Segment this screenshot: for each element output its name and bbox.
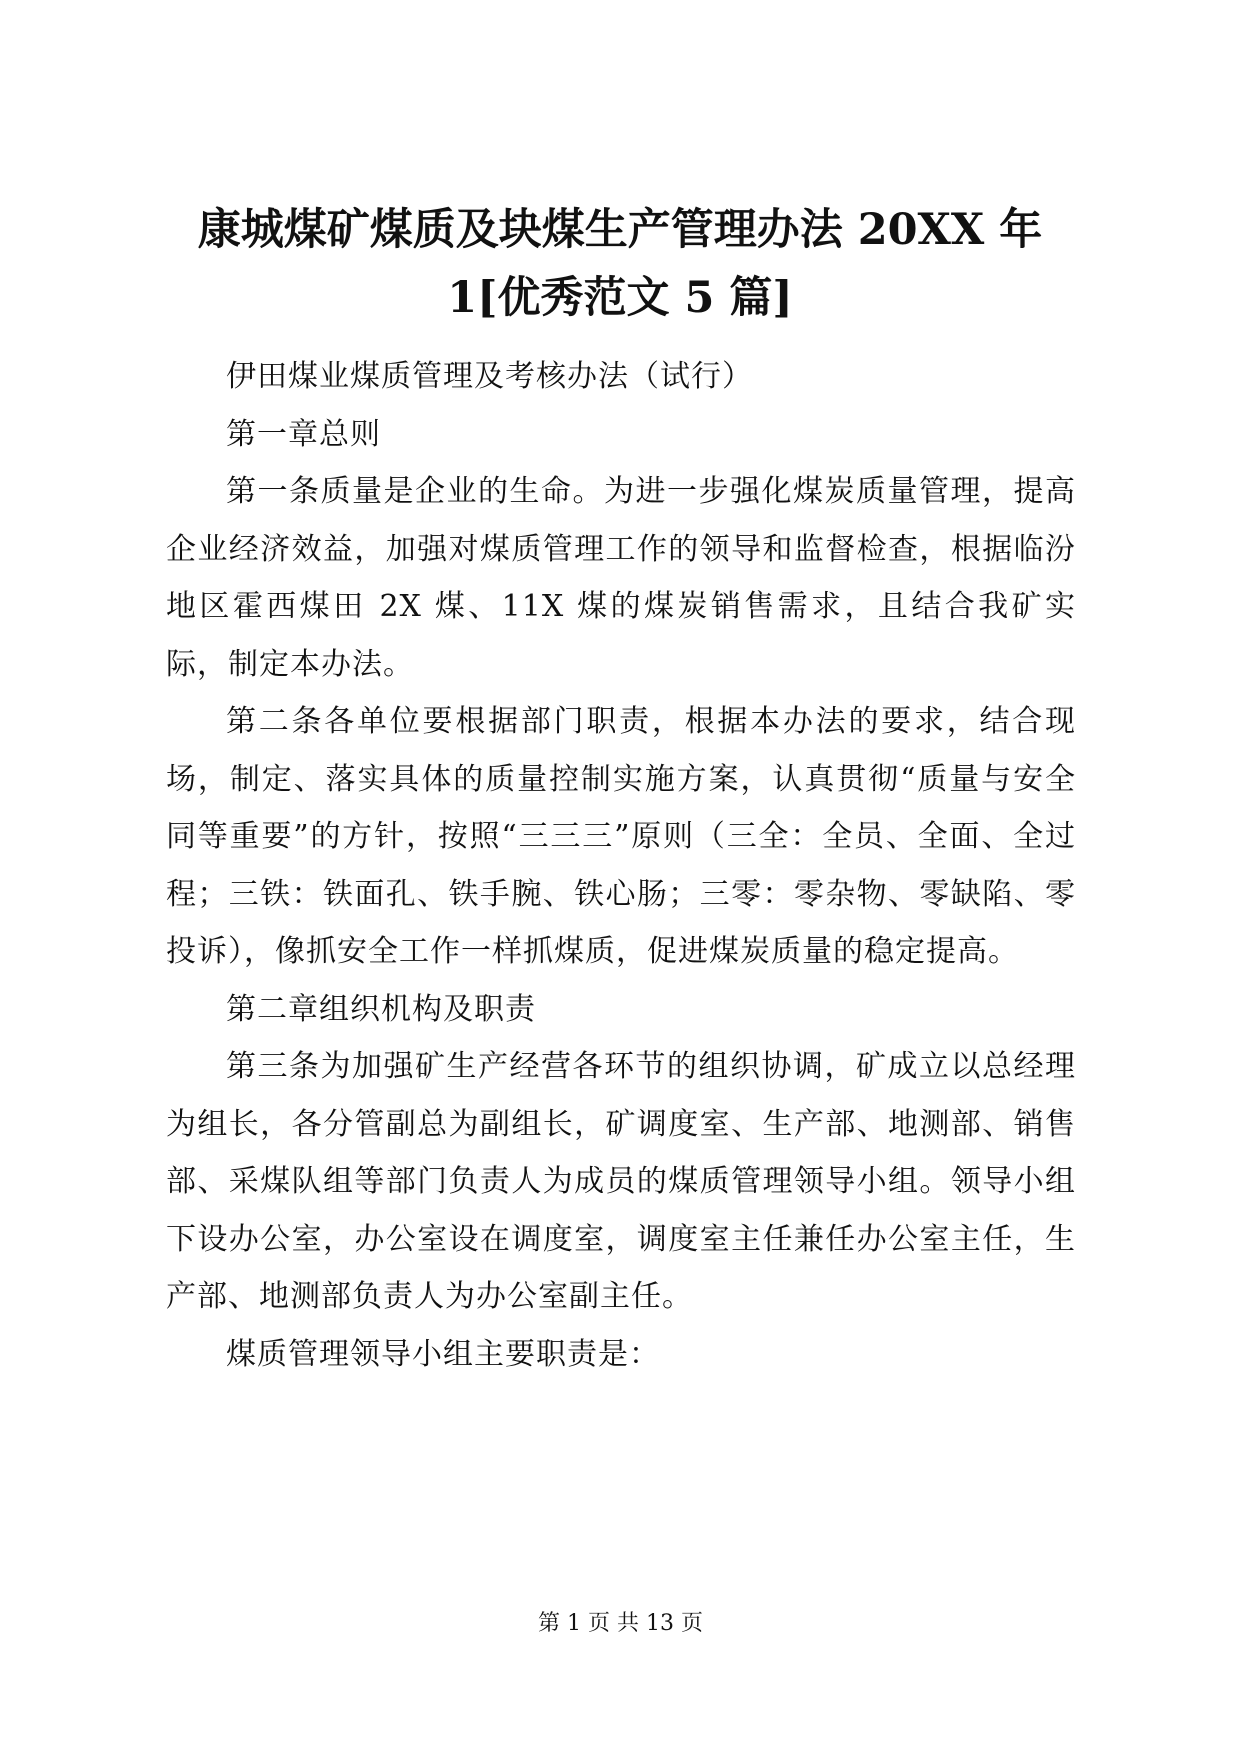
title-line-2: 1[优秀范文 5 篇] bbox=[447, 273, 793, 323]
title-line-1: 康城煤矿煤质及块煤生产管理办法 20XX 年 bbox=[197, 205, 1043, 255]
chapter-heading-2: 第二章组织机构及职责 bbox=[226, 991, 536, 1027]
chapter-heading-1: 第一章总则 bbox=[226, 416, 381, 452]
article-1: 第一条质量是企业的生命。为进一步强化煤炭质量管理，提高企业经济效益，加强对煤质管理工作的领导和监督检查，根据临汾地区霍西煤田 2X 煤、11X 煤的煤炭销售需求，且结合我矿实际，制定本办法。 bbox=[166, 474, 1076, 682]
document-body bbox=[166, 348, 1076, 1383]
page-footer: 第 1 页 共 13 页 bbox=[538, 1611, 703, 1636]
paragraph-subtitle: 伊田煤业煤质管理及考核办法（试行） bbox=[226, 359, 753, 394]
document-title bbox=[150, 196, 1090, 332]
article-3: 第三条为加强矿生产经营各环节的组织协调，矿成立以总经理为组长，各分管副总为副组长，矿调度室、生产部、地测部、销售部、采煤队组等部门负责人为成员的煤质管理领导小组。领导小组下设办公室，办公室设在调度室，调度室主任兼任办公室主任，生产部、地测部负责人为办公室副主任。 bbox=[166, 1049, 1076, 1314]
responsibilities-intro: 煤质管理领导小组主要职责是： bbox=[226, 1336, 660, 1372]
article-2: 第二条各单位要根据部门职责，根据本办法的要求，结合现场，制定、落实具体的质量控制实施方案，认真贯彻“质量与安全同等重要”的方针，按照“三三三”原则（三全：全员、全面、全过程；三铁：铁面孔、铁手腕、铁心肠；三零：零杂物、零缺陷、零投诉），像抓安全工作一样抓煤质，促进煤炭质量的稳定提高。 bbox=[166, 704, 1076, 969]
